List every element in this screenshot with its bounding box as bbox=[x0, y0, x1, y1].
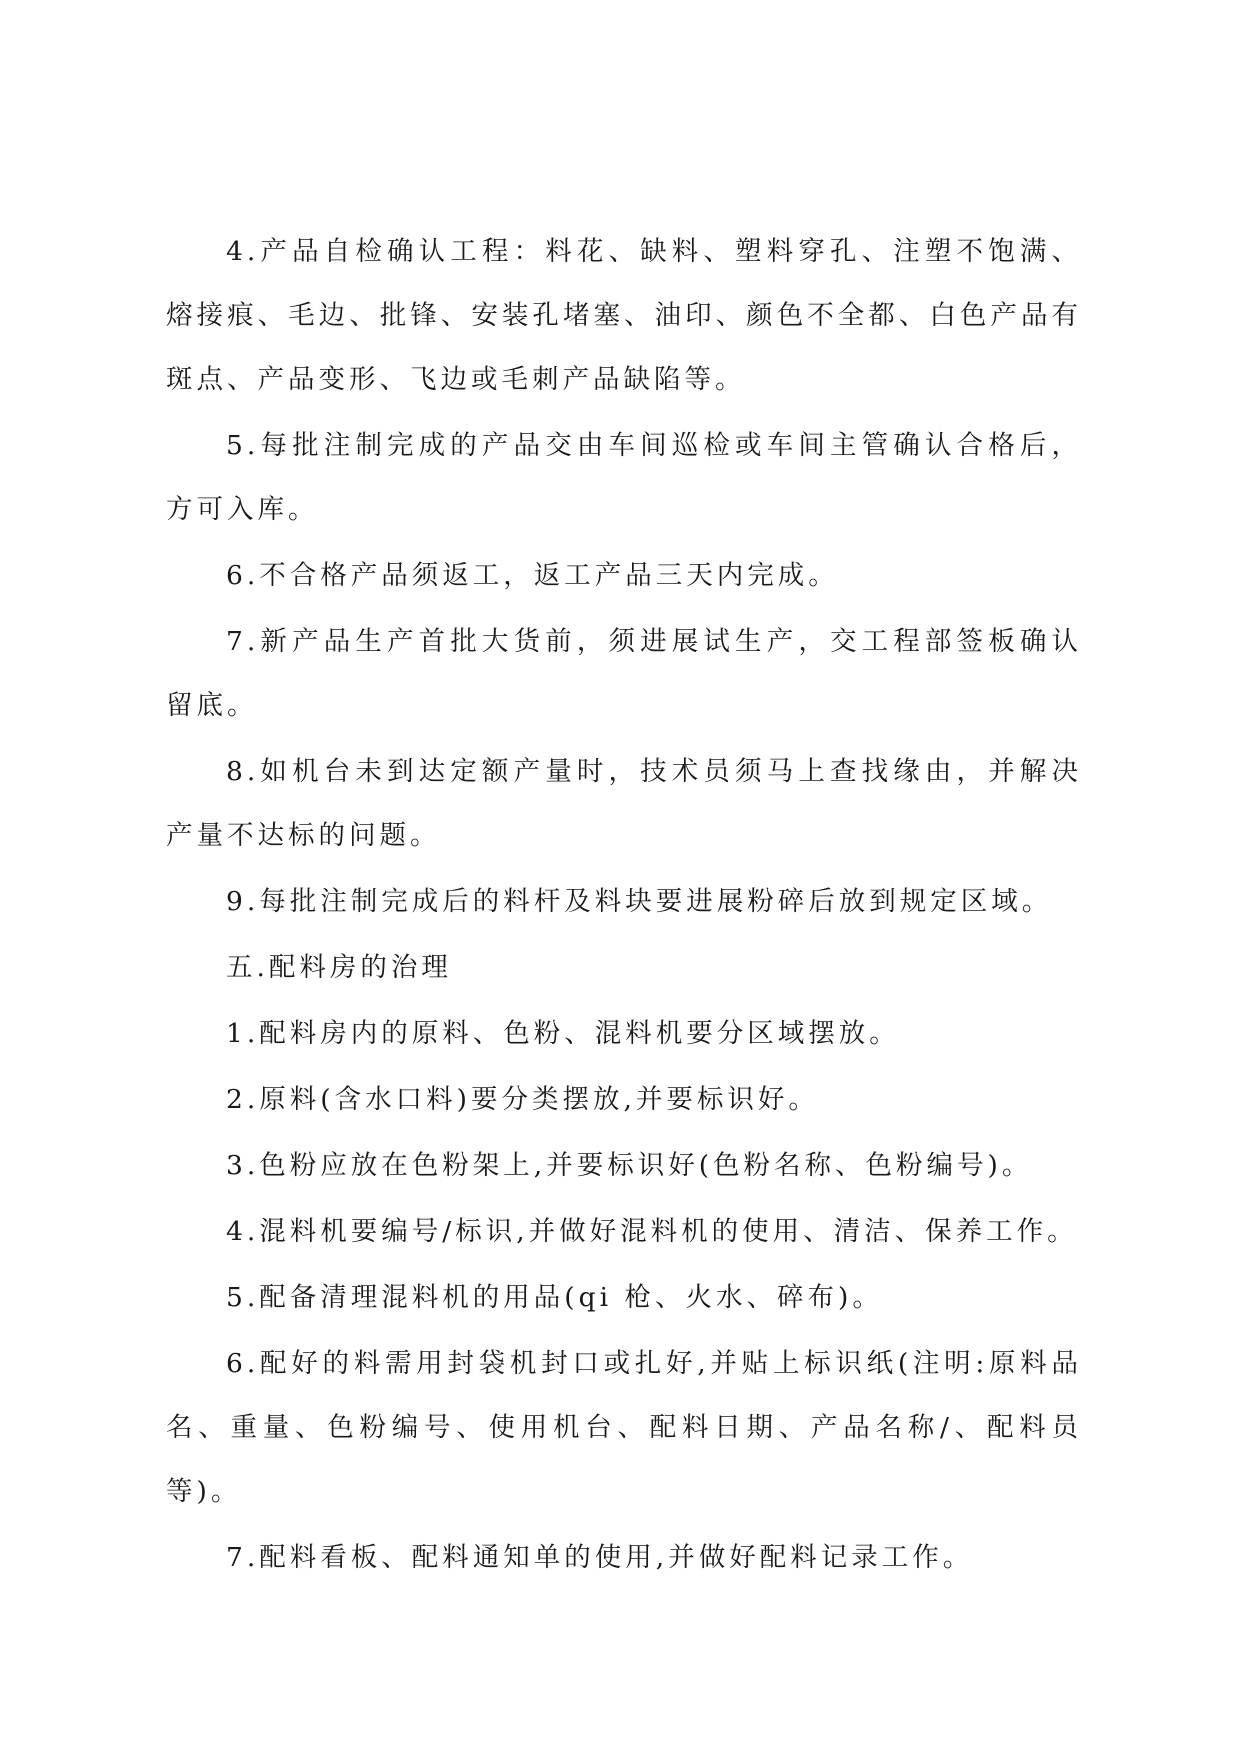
paragraph-item-7: 7.新产品生产首批大货前，须进展试生产，交工程部签板确认留底。 bbox=[166, 626, 1082, 721]
section5-item-3: 3.色粉应放在色粉架上,并要标识好(色粉名称、色粉编号)。 bbox=[226, 1150, 1033, 1181]
section-heading-5: 五.配料房的治理 bbox=[226, 952, 452, 983]
paragraph-item-9: 9.每批注制完成后的料杆及料块要进展粉碎后放到规定区域。 bbox=[226, 886, 1053, 917]
section5-item-7: 7.配料看板、配料通知单的使用,并做好配料记录工作。 bbox=[226, 1542, 974, 1573]
document-body bbox=[166, 220, 1082, 1592]
section5-item-2: 2.原料(含水口料)要分类摆放,并要标识好。 bbox=[226, 1084, 819, 1115]
section5-item-4: 4.混料机要编号/标识,并做好混料机的使用、清洁、保养工作。 bbox=[226, 1216, 1078, 1247]
section5-item-6: 6.配好的料需用封袋机封口或扎好,并贴上标识纸(注明:原料品名、重量、色粉编号、使用机台、配料日期、产品名称/、配料员等)。 bbox=[166, 1348, 1082, 1507]
paragraph-item-6: 6.不合格产品须返工，返工产品三天内完成。 bbox=[226, 560, 839, 591]
section5-item-5: 5.配备清理混料机的用品(qi 枪、火水、碎布)。 bbox=[226, 1282, 883, 1313]
paragraph-item-5: 5.每批注制完成的产品交由车间巡检或车间主管确认合格后，方可入库。 bbox=[166, 430, 1082, 525]
paragraph-item-8: 8.如机台未到达定额产量时，技术员须马上查找缘由，并解决产量不达标的问题。 bbox=[166, 756, 1082, 851]
section5-item-1: 1.配料房内的原料、色粉、混料机要分区域摆放。 bbox=[226, 1018, 900, 1049]
paragraph-item-4: 4.产品自检确认工程：料花、缺料、塑料穿孔、注塑不饱满、熔接痕、毛边、批锋、安装孔堵塞、油印、颜色不全都、白色产品有斑点、产品变形、飞边或毛刺产品缺陷等。 bbox=[166, 236, 1082, 395]
